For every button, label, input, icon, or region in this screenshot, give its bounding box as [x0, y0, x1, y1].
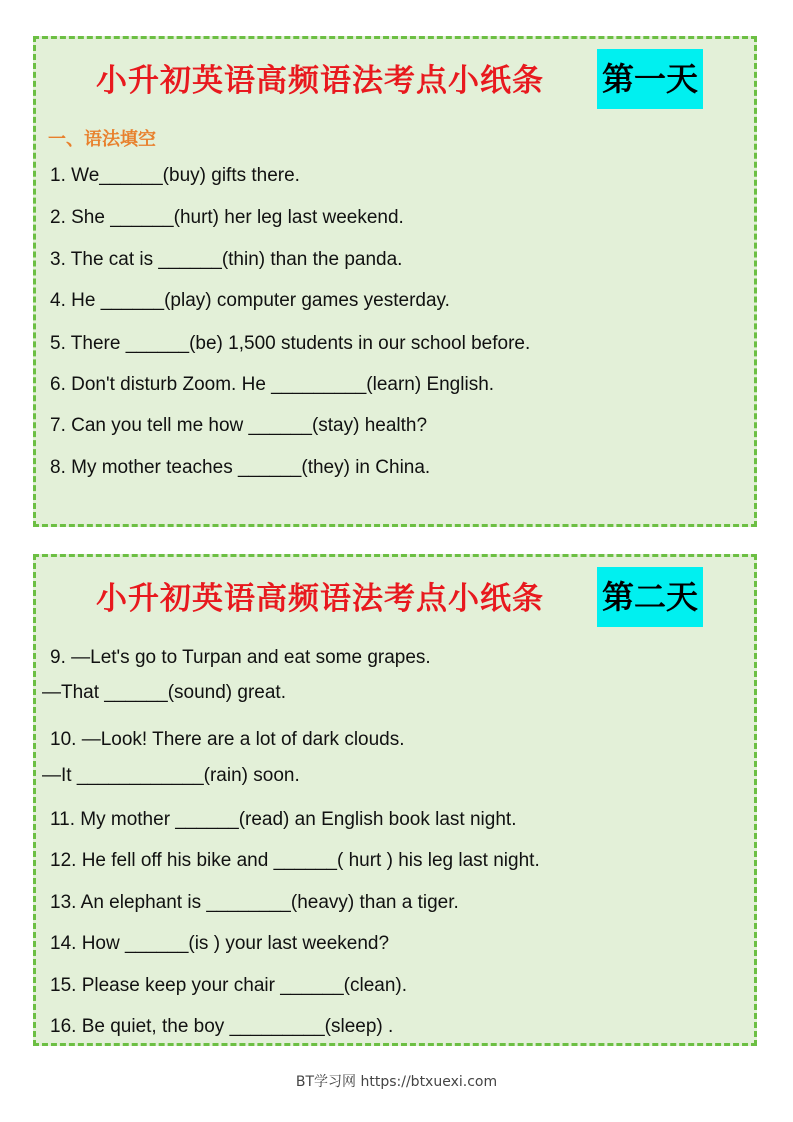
- question-8: 8. My mother teaches ______(they) in China.: [50, 457, 431, 478]
- question-6: 6. Don't disturb Zoom. He _________(learn) English.: [50, 374, 495, 395]
- question-14: 14. How ______(is ) your last weekend?: [50, 933, 390, 954]
- question-3: 3. The cat is ______(thin) than the panda.: [50, 249, 403, 270]
- question-4: 4. He ______(play) computer games yesterday.: [50, 290, 450, 311]
- worksheet-card-day-1: [33, 36, 757, 527]
- question-1: 1. We______(buy) gifts there.: [50, 165, 300, 186]
- day-badge: 第二天: [597, 567, 703, 627]
- question-13: 13. An elephant is ________(heavy) than a tiger.: [50, 892, 459, 913]
- question-15: 15. Please keep your chair ______(clean).: [50, 975, 408, 996]
- question-16: 16. Be quiet, the boy _________(sleep) .: [50, 1016, 394, 1037]
- footer-watermark: BT学习网 https://btxuexi.com: [295, 1074, 498, 1090]
- question-2: 2. She ______(hurt) her leg last weekend.: [50, 207, 404, 228]
- question-9: 9. —Let's go to Turpan and eat some grapes.: [50, 647, 431, 668]
- card-title-row: [36, 49, 754, 111]
- question-11: 11. My mother ______(read) an English book last night.: [50, 809, 517, 830]
- question-12: 12. He fell off his bike and ______( hurt ) his leg last night.: [50, 850, 540, 871]
- question-7: 7. Can you tell me how ______(stay) health?: [50, 415, 428, 436]
- section-heading: 一、语法填空: [48, 129, 156, 150]
- card-title: 小升初英语高频语法考点小纸条: [96, 581, 544, 617]
- day-badge: 第一天: [597, 49, 703, 109]
- question-10: 10. —Look! There are a lot of dark clouds.: [50, 729, 405, 750]
- question-9-reply: —That ______(sound) great.: [42, 682, 286, 703]
- card-title-row: [36, 567, 754, 629]
- question-5: 5. There ______(be) 1,500 students in our school before.: [50, 333, 531, 354]
- worksheet-card-day-2: [33, 554, 757, 1046]
- card-title: 小升初英语高频语法考点小纸条: [96, 63, 544, 99]
- question-10-reply: —It ____________(rain) soon.: [42, 765, 300, 786]
